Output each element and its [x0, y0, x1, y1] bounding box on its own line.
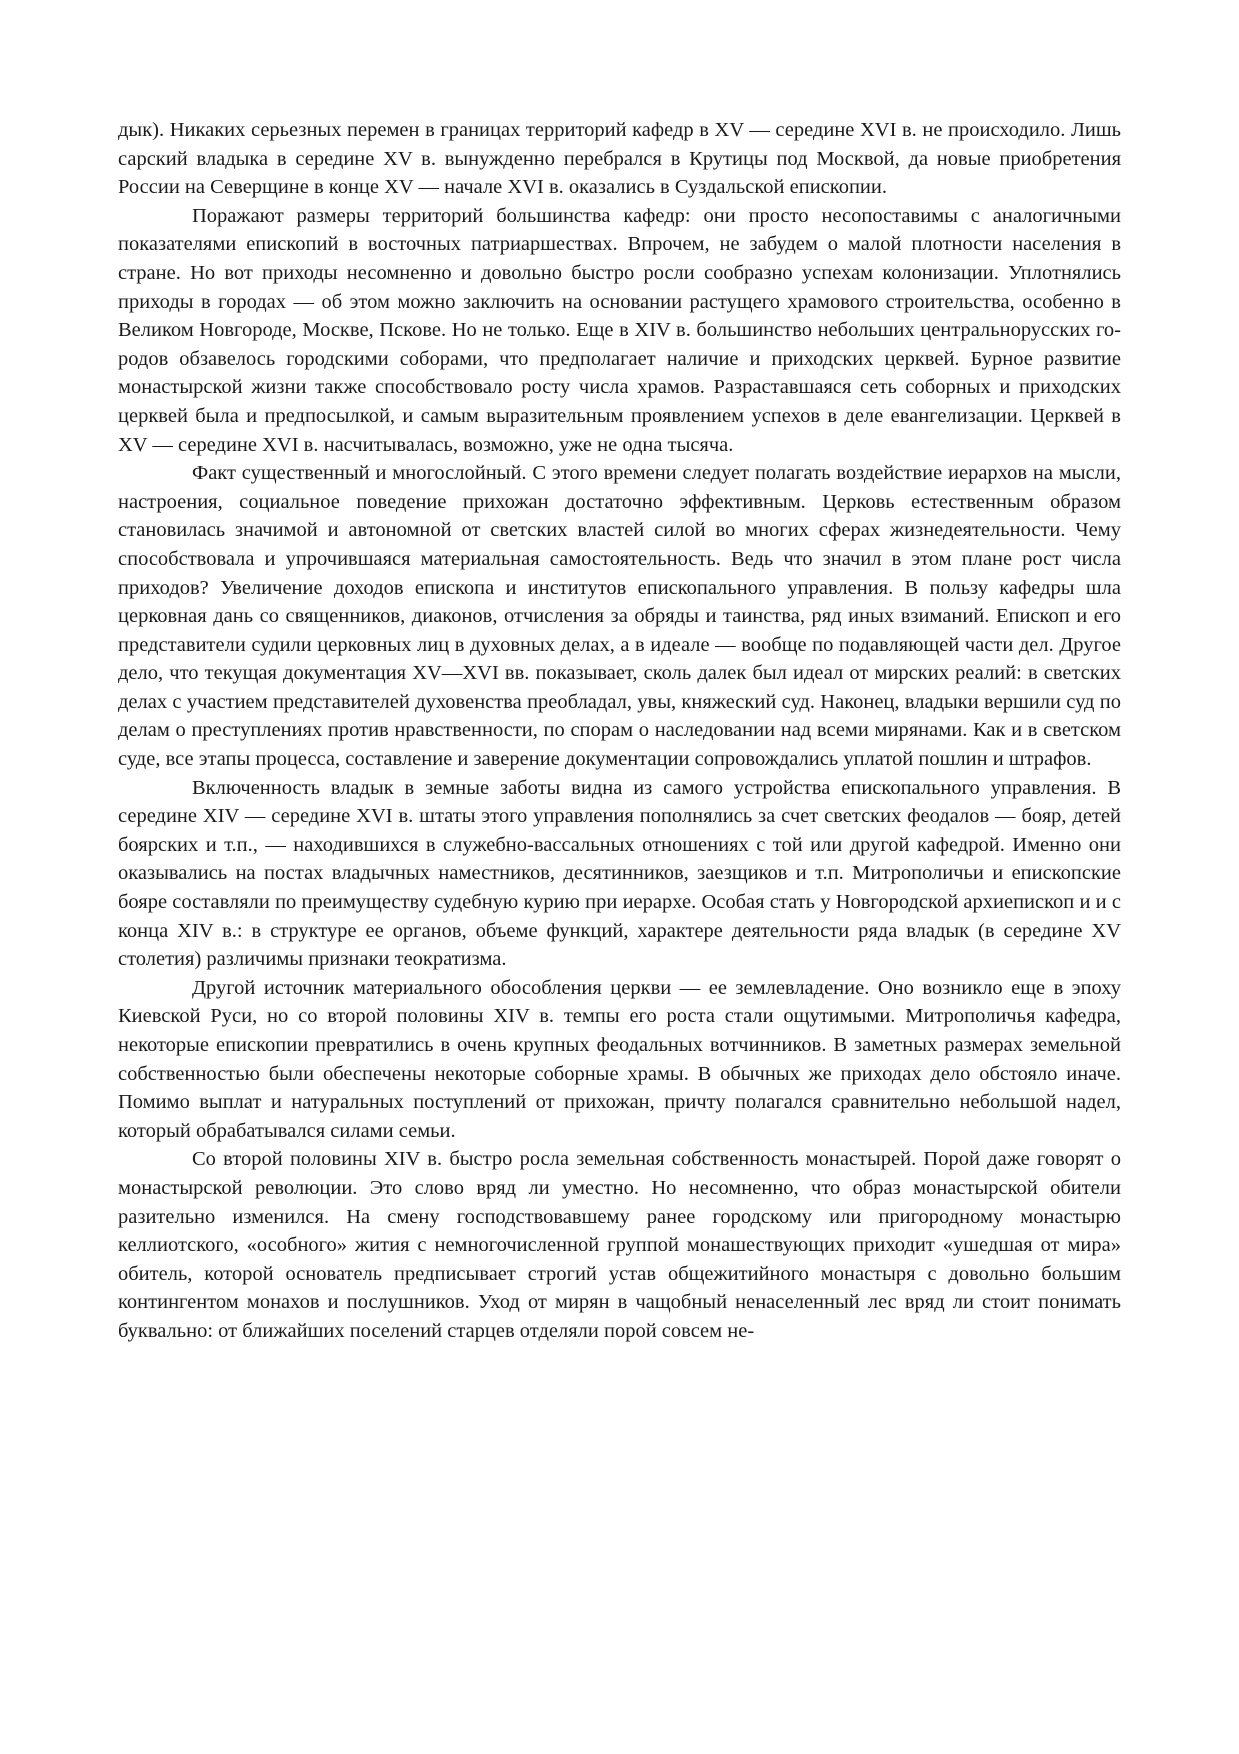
- body-text: [118, 116, 1121, 1346]
- paragraph: Факт существенный и многослойный. С этого времени следует полагать воздействие иерархов на мысли, настроения, социальное поведение прихожан достаточно эффективным. Церковь естественным образом становилась значимой и автономной от светских властей силой во многих сферах жизнедеятельности. Чему способствовала и упрочившаяся материальная самостоятельность. Ведь что значил в этом плане рост числа приходов? Увеличение доходов епископа и институтов епископального управления. В пользу кафедры шла церковная дань со священников, диаконов, отчисления за обряды и таинства, ряд иных взиманий. Епископ и его представители судили церковных лиц в духовных делах, а в идеале — вообще по подавляющей части дел. Другое дело, что текущая документация XV—XVI вв. показывает, сколь далек был идеал от мирских реалий: в светских делах с участием представителей духовенства преобладал, увы, княжеский суд. Наконец, владыки вершили суд по делам о преступлениях против нравственности, по спорам о наследовании над всеми мирянами. Как и в светском суде, все этапы процесса, составление и заверение документации сопровождались уплатой пошлин и штрафов.: [118, 462, 1121, 771]
- paragraph: Другой источник материального обособления церкви — ее землевладение. Оно возникло еще в эпоху Киевской Руси, но со второй половины XIV в. темпы его роста стали ощутимыми. Митрополичья кафедра, некоторые епископии превратились в очень крупных феодальных вотчинников. В заметных размерах земельной собственностью были обеспечены некоторые соборные храмы. В обычных же приходах дело обстояло иначе. Помимо выплат и натуральных поступлений от прихожан, причту полагался сравнительно небольшой надел, который обрабатывался силами семьи.: [118, 976, 1121, 1142]
- paragraph-continuation: дык). Никаких серьезных перемен в границах территорий кафедр в XV — середине XVI в. не происходило. Лишь сарский владыка в середине XV в. вынужденно перебрался в Крутицы под Москвой, да новые приобретения России на Северщине в конце XV — начале XVI в. оказались в Суздальской епископии.: [118, 119, 1121, 199]
- paragraph: Со второй половины XIV в. быстро росла земельная собственность монастырей. Порой даже говорят о монастырской революции. Это слово вряд ли уместно. Но несомненно, что образ монастырской обители разительно изменился. На смену господствовавшему ранее городскому или пригородному монастырю келлиотского, «особного» жития с немногочисленной группой монашествующих приходит «ушедшая от мира» обитель, которой основатель предписывает строгий устав общежитийного монастыря с довольно большим контингентом монахов и послушников. Уход от мирян в чащобный ненаселенный лес вряд ли стоит понимать буквально: от ближайших поселений старцев отделяли порой совсем не-: [118, 1148, 1121, 1342]
- paragraph: Включенность владык в земные заботы видна из самого устройства епископального управления. В середине XIV — середине XVI в. штаты этого управления пополнялись за счет светских феодалов — бояр, детей боярских и т.п., — находившихся в служебно-вассальных отношениях с той или другой кафедрой. Именно они оказывались на постах владычных наместников, десятинников, заезщиков и т.п. Митрополичьи и епископские бояре составляли по преимуществу судебную курию при иерархе. Особая стать у Новгородской архиепископ и и с конца XIV в.: в структуре ее органов, объеме функций, характере деятельности ряда владык (в середине XV столетия) различимы признаки теократизма.: [118, 776, 1121, 971]
- paragraph: Поражают размеры территорий большинства кафедр: они просто несопоставимы с аналогичными показателями епископий в восточных патриаршествах. Впрочем, не забудем о малой плотности населения в стране. Но вот приходы несомненно и довольно быстро росли сообразно успехам колонизации. Уплотнялись приходы в городах — об этом можно заключить на основании растущего храмового строительства, особенно в Великом Новгороде, Москве, Пскове. Но не только. Еще в XIV в. большинство небольших центральнорусских городов обзавелось городскими соборами, что предполагает наличие и приходских церквей. Бурное развитие монастырской жизни также способствовало росту числа храмов. Разраставшаяся сеть соборных и приходских церквей была и предпосылкой, и самым выразительным проявлением успехов в деле евангелизации. Церквей в XV — середине XVI в. насчитывалась, возможно, уже не одна тысяча.: [118, 204, 1121, 456]
